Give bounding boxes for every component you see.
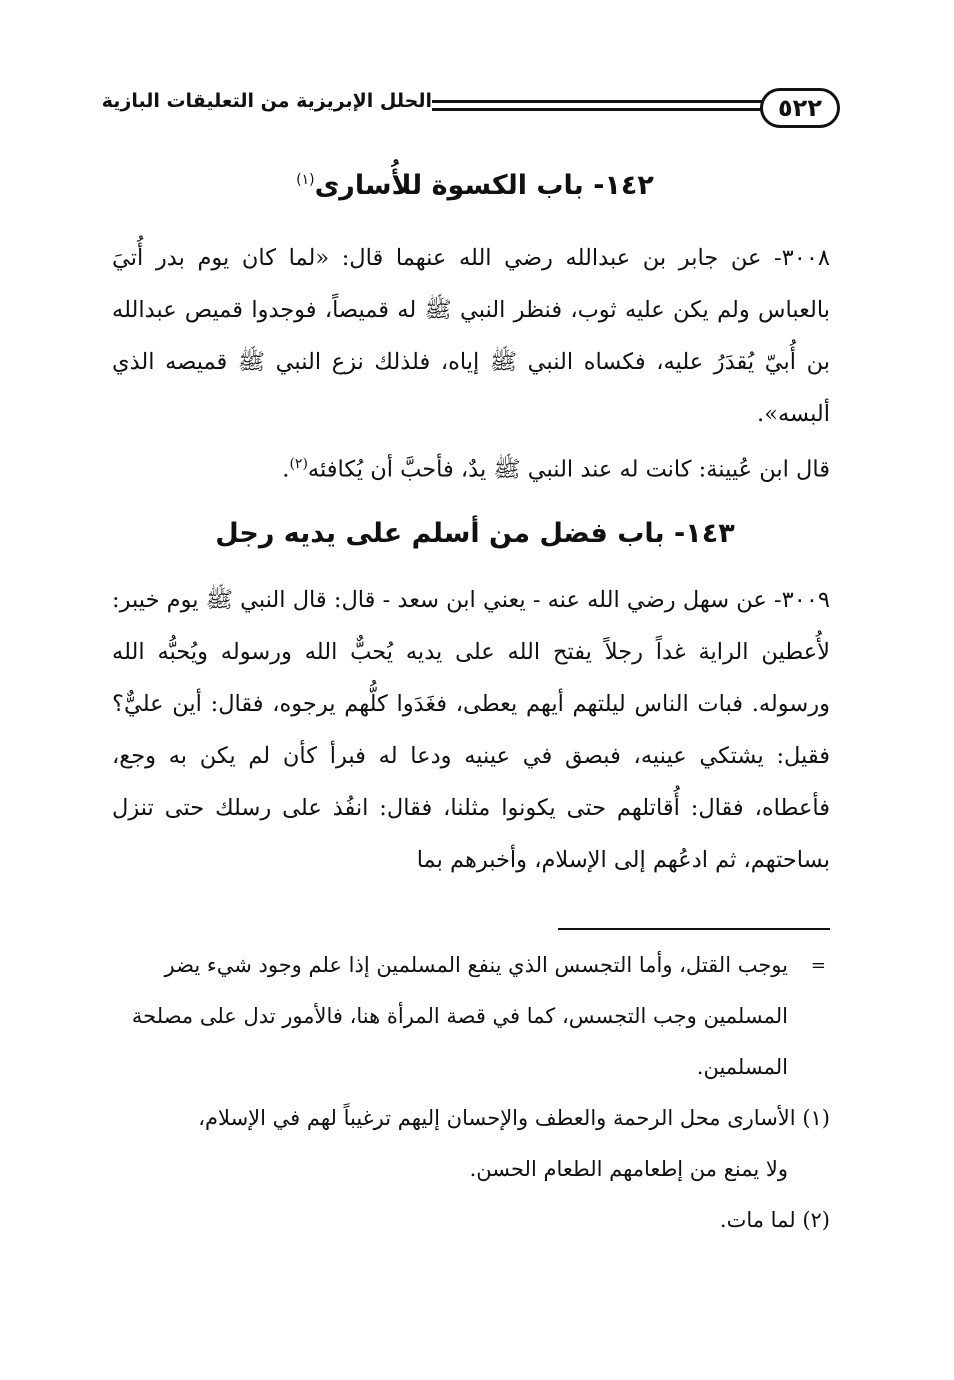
continuation-mark: = (810, 955, 826, 976)
footnote-ref: (٢) (289, 456, 308, 472)
ibn-uyaynah-note (112, 438, 830, 496)
running-title: الحلل الإبريزية من التعليقات البازية (101, 90, 432, 112)
hadith-3008 (112, 232, 830, 440)
footnote-text-line2: ولا يمنع من إطعامهم الطعام الحسن. (469, 1157, 788, 1181)
footnotes (112, 940, 830, 1246)
footnote-text: لما مات. (719, 1208, 796, 1232)
hadith-3009 (112, 574, 830, 886)
chapter-heading-142 (110, 170, 840, 201)
footnote-marker: (١) (802, 1106, 830, 1130)
hadith-paragraph: ٣٠٠٩- عن سهل رضي الله عنه - يعني ابن سعد - قال: قال النبي ﷺ يوم خيبر: لأُعطين الراية غداً رجلاً يفتح الله على يديه يُحبٌّ الله ورسوله ويُحبُّه الله ورسوله. فبات الناس ليلتهم أيهم يعطى، فغَدَوا كلُّهم يرجوه، فقال: أين عليٌّ؟ فقيل: يشتكي عينيه، فبصق في عينيه ودعا له فبرأ كأن لم يكن به وجع، فأعطاه، فقال: أُقاتلهم حتى يكونوا مثلنا، فقال: انفُذ على رسلك حتى تنزل بساحتهم، ثم ادعُهم إلى الإسلام، وأخبرهم بما (112, 587, 830, 873)
hadith-paragraph: ٣٠٠٨- عن جابر بن عبدالله رضي الله عنهما قال: «لما كان يوم بدر أُتيَ بالعباس ولم يكن عليه ثوب، فنظر النبي ﷺ له قميصاً، فوجدوا قميص عبدالله بن أُبيّ يُقدَرُ عليه، فكساه النبي ﷺ إياه، فلذلك نزع النبي ﷺ قميصه الذي ألبسه». (112, 245, 830, 427)
chapter-heading-143: ١٤٣- باب فضل من أسلم على يديه رجل (215, 518, 735, 549)
continuation-text: يوجب القتل، وأما التجسس الذي ينفع المسلمين إذا علم وجود شيء يضر المسلمين وجب التجسس، كما في قصة المرأة هنا، فالأمور تدل على مصلحة المسلمين. (131, 953, 788, 1079)
page-number-badge: ٥٢٢ (760, 88, 840, 128)
footnote-1 (112, 1093, 830, 1195)
running-header (101, 86, 840, 136)
note-paragraph: قال ابن عُيينة: كانت له عند النبي ﷺ يدٌ، فأحبَّ أن يُكافئه$^{(٢)}$. (282, 456, 830, 483)
note-text: قال ابن عُيينة: كانت له عند النبي ﷺ يدٌ، فأحبَّ أن يُكافئه (307, 456, 830, 483)
header-rule-bottom (432, 108, 762, 111)
footnote-text: الأسارى محل الرحمة والعطف والإحسان إليهم ترغيباً لهم في الإسلام، (198, 1106, 796, 1130)
footnote-2 (112, 1195, 830, 1246)
footnote-continuation (112, 940, 830, 1093)
footnote-ref: (١) (296, 172, 315, 188)
footnote-marker: (٢) (802, 1208, 830, 1232)
footnote-separator (558, 928, 830, 930)
header-rule-top (432, 100, 762, 103)
chapter-heading-text: ١٤٢- باب الكسوة للأُسارى (314, 170, 654, 201)
